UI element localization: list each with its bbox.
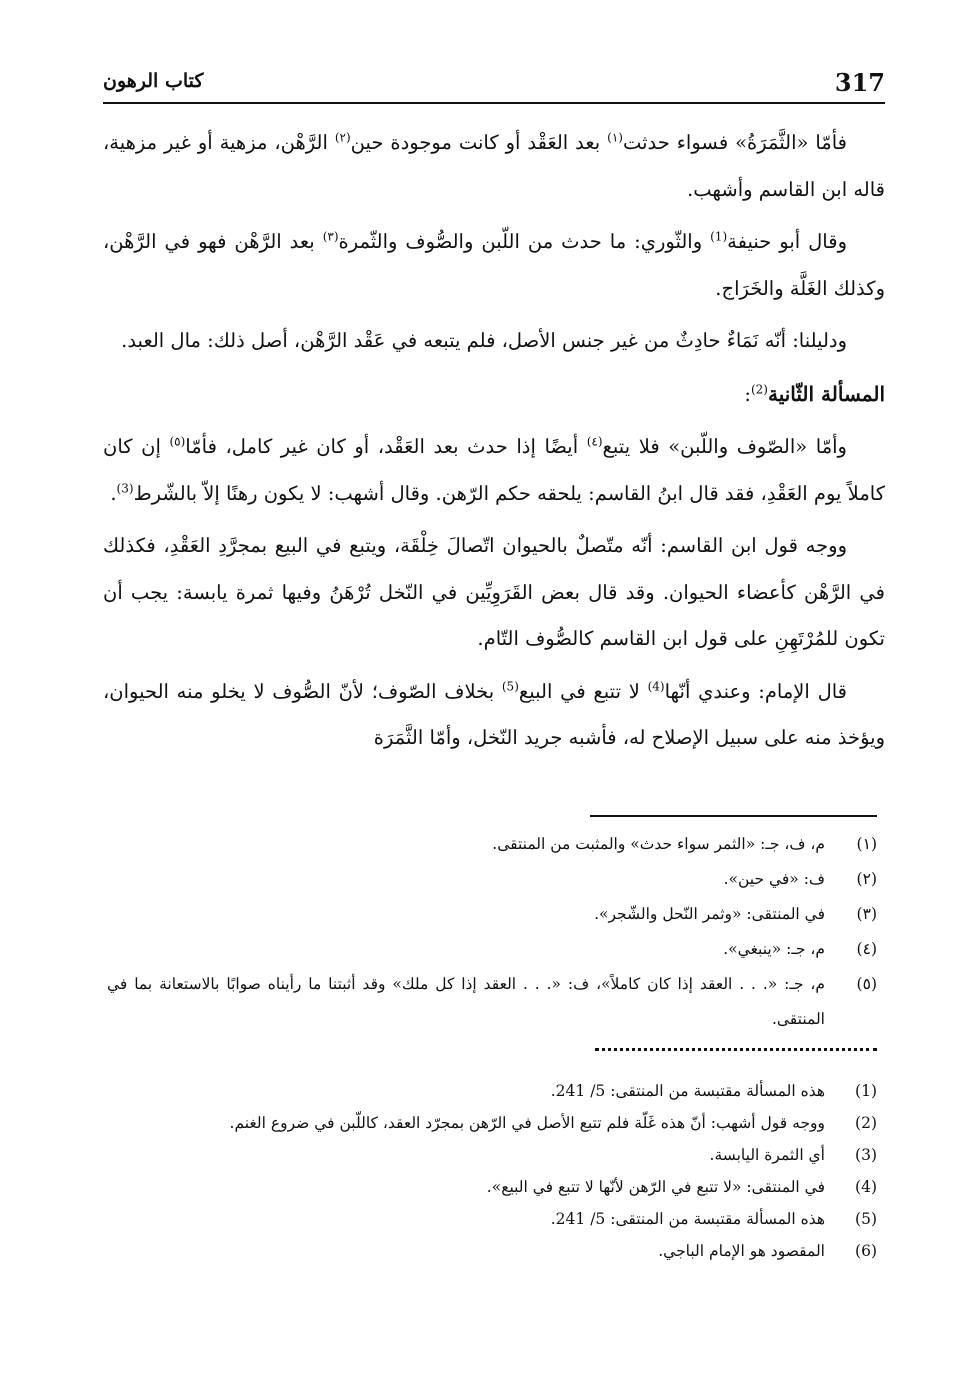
footnote-ref: (٤) — [586, 434, 603, 449]
footnote-divider — [590, 815, 877, 817]
footnote-item: (٣) في المنتقى: «وثمر النّحل والشّجر». — [594, 905, 877, 923]
footnote-ref: (5) — [501, 679, 519, 693]
paragraph-fruit: فأمّا «الثَّمَرَةُ» فسواء حدثت$^{(١)}$ بعد العَقْد أو كانت موجودة حين$^{(٢)}$ الرَّهْن، مزهية أو غير مزهية، قاله ابن القاسم وأشهب. — [103, 130, 885, 201]
dotted-divider — [595, 1048, 877, 1051]
footnote-ref: (4) — [647, 679, 665, 693]
page-number: 317 — [834, 68, 885, 97]
paragraph-evidence: ودليلنا: أنّه نَمَاءٌ حادِثٌ من غير جنس الأصل، فلم يتبعه في عَقْد الرَّهْن، أصل ذلك: مال العبد. — [121, 329, 847, 352]
editor-footnotes — [107, 1075, 877, 1267]
footnote-item: (1) هذه المسألة مقتبسة من المنتقى: 5/ 241. — [550, 1082, 877, 1100]
page-header — [103, 62, 885, 104]
footnote-item: (5) هذه المسألة مقتبسة من المنتقى: 5/ 241. — [550, 1210, 877, 1228]
paragraph-imam: قال الإمام: وعندي أنّها$^{(4)}$ لا تتبع في البيع$^{(5)}$ بخلاف الصّوف؛ لأنّ الصُّوف لا يخلو منه الحيوان، ويؤخذ منه على سبيل الإصلاح له، فأشبه جريد النّخل، وأمّا الثَّمَرَة — [103, 679, 885, 749]
footnote-item: (6) المقصود هو الإمام الباجي. — [658, 1242, 877, 1260]
footnote-item: (4) في المنتقى: «لا تتبع في الرّهن لأنّها لا تتبع في البيع». — [486, 1178, 877, 1196]
footnote-ref: (3) — [116, 481, 134, 495]
footnote-item: (٤) م، جـ: «ينبغي». — [723, 940, 877, 958]
paragraph-wool-milk: وأمّا «الصّوف واللّبن» فلا يتبع$^{(٤)}$ أيضًا إذا حدث بعد العَقْد، أو كان غير كامل، فأمّا$^{(٥)}$ إن كان كاملاً يوم العَقْدِ، فقد قال ابنُ القاسم: يلحقه حكم الرّهن. وقال أشهب: لا يكون رهنًا إلاّ بالشّرط$^{(3)}$. — [103, 434, 885, 505]
footnote-ref: (٣) — [322, 229, 339, 244]
footnote-ref: (٥) — [169, 434, 186, 449]
paragraph-abu-hanifa: وقال أبو حنيفة$^{(1)}$ والثّوري: ما حدث من اللّبن والصُّوف والثّمرة$^{(٣)}$ بعد الرَّهْن فهو في الرَّهْن، وكذلك الغَلَّة والخَرَاج. — [103, 229, 885, 300]
paragraph-ibn-qasim: ووجه قول ابن القاسم: أنّه متّصلٌ بالحيوان اتّصالَ خِلْقَة، ويتبع في البيع بمجرَّدِ العَقْدِ، فكذلك في الرَّهْن كأعضاء الحيوان. وقد قال بعض القَرَوِيِّين في النّخل تُرْهَنُ وفيها ثمرة يابسة: يجب أن تكون للمُرْتَهِنِ على قول ابن القاسم كالصُّوف التّام. — [103, 534, 885, 650]
section-heading: المسألة الثّانية$^{(2)}$: — [744, 381, 885, 406]
footnote-item: (٢) ف: «في حين». — [723, 870, 877, 888]
manuscript-footnotes — [107, 827, 877, 1037]
footnote-ref: (١) — [607, 130, 623, 145]
main-text — [103, 120, 885, 762]
footnote-item: (١) م، ف، جـ: «الثمر سواء حدث» والمثبت من المنتقى. — [492, 835, 877, 853]
footnote-ref: (٢) — [334, 130, 351, 145]
footnote-item: (3) أي الثمرة اليابسة. — [709, 1146, 877, 1164]
footnote-item: (٥) م، جـ: «. . . العقد إذا كان كاملاً»، ف: «. . . العقد إذا كل ملك» وقد أثبتنا ما رأيناه صوابًا بالاستعانة بما في المنتقى. — [107, 975, 877, 1028]
footnote-ref: (1) — [710, 229, 728, 244]
running-head: كتاب الرهون — [103, 70, 204, 92]
footnote-item: (2) ووجه قول أشهب: أنّ هذه غَلّة فلم تتبع الأصل في الرّهن بمجرّد العقد، كاللّبن في ضروع الغنم. — [229, 1114, 877, 1132]
footnote-ref: (2) — [750, 382, 768, 396]
